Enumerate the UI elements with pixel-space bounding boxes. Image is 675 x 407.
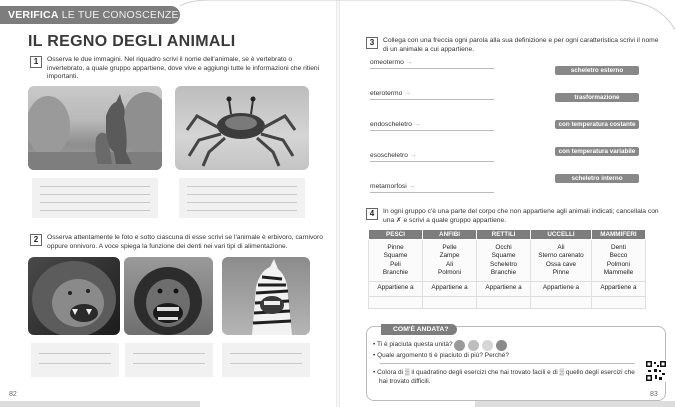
answer-box-lion[interactable] [31,343,119,377]
column-header: UCCELLI [531,230,592,240]
exercise-number-1: 1 [30,56,42,68]
answer-cell[interactable] [369,297,423,309]
qr-code-icon[interactable] [645,360,667,382]
exercise-3-line-1: Collega con una freccia ogni parola alla sua definizione e per ogni caratteristica scrivi il nome [383,37,659,44]
review-header: COM'È ANDATA? [381,324,457,335]
definition-pill-2[interactable]: trasformazione [555,93,639,102]
table-cell[interactable]: Denti Becco Polmoni Mammelle [591,240,645,282]
definition-pill-5[interactable]: scheletro interno [555,174,639,183]
kangaroo-photo [28,86,162,170]
table-header-row [369,230,646,240]
exercise-3-line-2: di un animale a cui appartiene. [383,45,475,53]
review-answer-line[interactable] [380,363,635,364]
table-row [369,240,646,282]
word-line-1 [370,68,494,69]
zebra-photo [222,257,310,335]
exercise-number-3: 3 [366,37,378,49]
table-cell[interactable]: Pelle Zampe Ali Polmoni [423,240,477,282]
page-number-right: 83 [650,391,658,398]
exercise-number-4: 4 [366,208,378,220]
page-gutter [336,0,340,407]
kangaroo-illustration [28,86,162,170]
column-header: PESCI [369,230,423,240]
exercise-4-line-1: In ogni gruppo c'è una parte del corpo che non appartiene agli animali indicati; cancellala con [383,208,659,215]
crab-illustration [175,86,309,170]
answer-box-chimpanzee[interactable] [125,343,213,377]
banner-label-bold: VERIFICA [8,9,59,21]
table-row [369,282,646,297]
definition-pill-4[interactable]: con temperatura variabile [555,147,639,156]
exercise-3-text [383,37,673,54]
word-line-2 [370,99,494,100]
rating-circle-3[interactable] [482,340,493,351]
exercise-4-line-2: una ✗ e scrivi a quale gruppo appartiene. [383,216,507,224]
appartiene-cell[interactable]: Appartiene a [531,282,592,297]
answer-cell[interactable] [531,297,592,309]
column-header: RETTILI [477,230,531,240]
right-footer-bar [475,401,675,407]
crab-photo [175,86,309,170]
exercise-2-text [47,234,332,251]
column-header: MAMMIFERI [591,230,645,240]
review-question-2: • Quale argomento ti è piaciuto di più? Perché? [373,352,509,359]
rating-circle-2[interactable] [468,340,479,351]
page-number-left: 82 [9,391,17,398]
answer-box-zebra[interactable] [222,343,310,377]
chimpanzee-photo [124,257,213,335]
exercise-2-line-1: Osserva attentamente le foto e sotto ciascuna di esse scrivi se l'animale è erbivoro, carnivoro [47,234,323,241]
exercise-number-2: 2 [30,234,42,246]
rating-circle-4[interactable] [496,340,507,351]
appartiene-cell[interactable]: Appartiene a [423,282,477,297]
animal-groups-table [368,229,646,309]
table-cell[interactable]: Ali Sterno carenato Ossa cave Pinne [531,240,592,282]
exercise-1-line-1: Osserva le due immagini. Nel riquadro scrivi il nome dell'animale, se è vertebrato o [47,56,293,63]
exercise-1-line-3: importanti. [47,73,79,81]
word-line-3 [370,130,494,131]
chimpanzee-illustration [124,257,213,335]
lion-illustration [28,257,120,335]
appartiene-cell[interactable]: Appartiene a [591,282,645,297]
rating-circle-1[interactable] [454,340,465,351]
definition-pill-1[interactable]: scheletro esterno [555,66,639,75]
right-page-curve [340,0,675,40]
word-eterotermo: eterotermo → [370,90,411,97]
appartiene-cell[interactable]: Appartiene a [477,282,531,297]
table-row [369,297,646,309]
zebra-illustration [222,257,310,335]
exercise-4-text [383,208,673,225]
word-line-4 [370,161,494,162]
review-question-3: • Colora di ▒ il quadratino degli esercizi che hai trovato facili e di ▒ quello degli esercizi che hai trovato difficili. [373,369,635,385]
table-cell[interactable]: Occhi Squame Scheletro Branchie [477,240,531,282]
lion-photo [28,257,120,335]
column-header: ANFIBI [423,230,477,240]
table-cell[interactable]: Pinne Squame Peli Branchie [369,240,423,282]
word-line-5 [370,192,494,193]
answer-box-kangaroo[interactable] [32,178,158,218]
exercise-1-line-2: invertebrato, a quale gruppo appartiene, dove vive e aggiungi tutte le informazioni che ritieni [47,64,320,72]
page-top-curve [150,0,340,30]
left-footer-bar [0,401,200,407]
appartiene-cell[interactable]: Appartiene a [369,282,423,297]
word-metamorfosi: metamorfosi → [370,183,416,190]
review-question-1: • Ti è piaciuta questa unità? [373,341,453,348]
exercise-2-line-2: oppure onnivoro. A voce spiega la funzione dei denti nei vari tipi di alimentazione. [47,242,288,250]
banner-label-light: LE TUE CONOSCENZE [58,9,179,21]
answer-box-crab[interactable] [179,178,305,218]
word-omeotermo: omeotermo → [370,59,413,66]
exercise-1-text [47,56,332,82]
page-title: IL REGNO DEGLI ANIMALI [28,33,236,50]
word-esoscheletro: esoscheletro → [370,152,417,159]
answer-cell[interactable] [423,297,477,309]
answer-cell[interactable] [477,297,531,309]
word-endoscheletro: endoscheletro → [370,121,421,128]
definition-pill-3[interactable]: con temperatura costante [555,120,639,129]
answer-cell[interactable] [591,297,645,309]
